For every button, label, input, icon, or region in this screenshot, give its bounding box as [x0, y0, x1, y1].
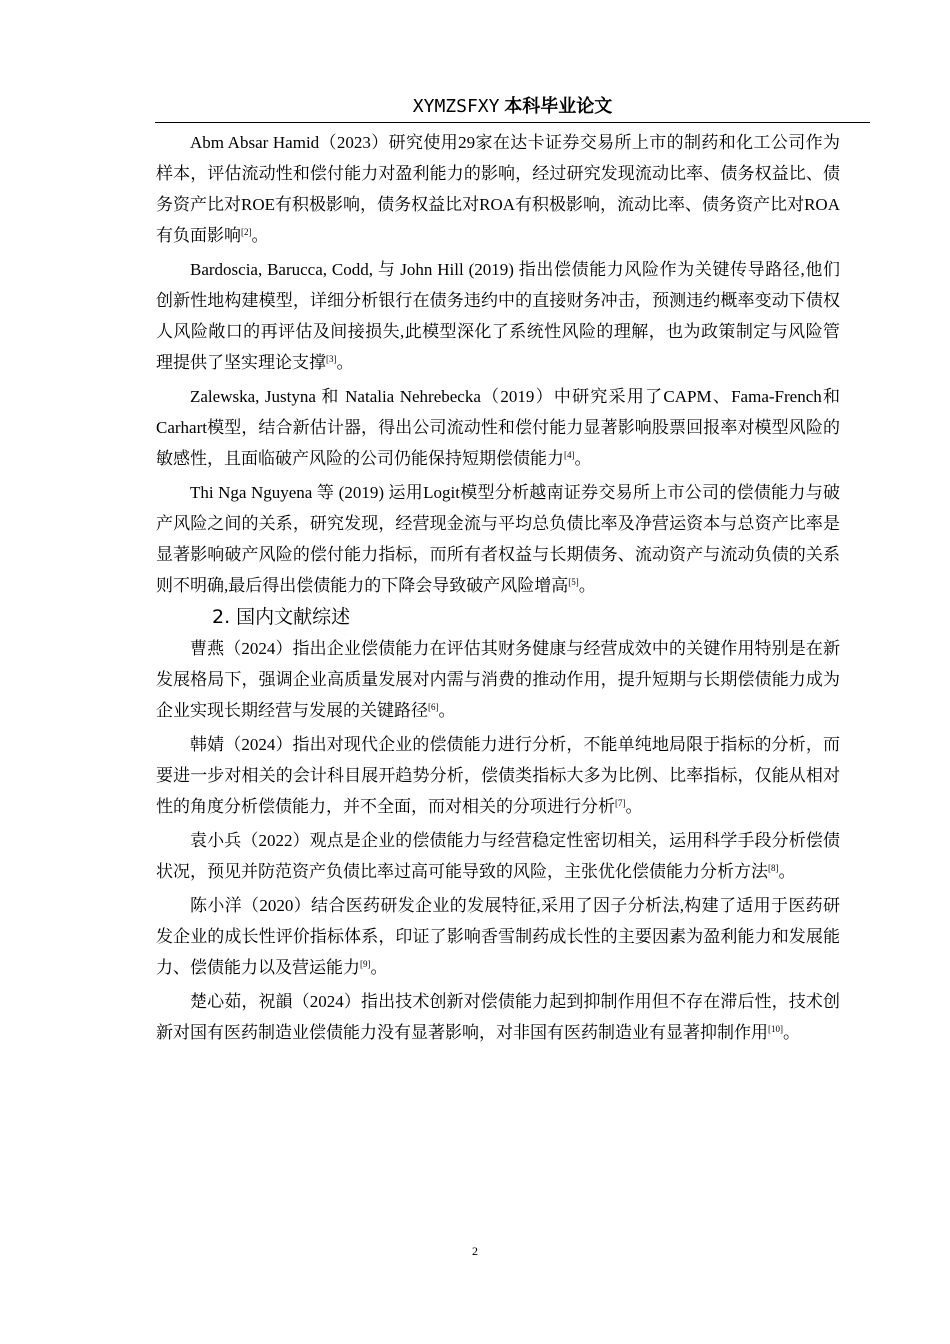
paragraph: 曹燕（2024）指出企业偿债能力在评估其财务健康与经营成效中的关键作用特别是在新发展格局下，强调企业高质量发展对内需与消费的推动作用，提升短期与长期偿债能力成为企业实现长期经营与发展的关键路径[6]。	[156, 639, 840, 720]
paragraph: Bardoscia, Barucca, Codd, 与 John Hill (2019) 指出偿债能力风险作为关键传导路径,他们创新性地构建模型，详细分析银行在债务违约中的直接财务冲击，预测违约概率变动下债权人风险敞口的再评估及间接损失,此模型深化了系统性风险的理解，也为政策制定与风险管理提供了坚实理论支撑[3]。	[156, 260, 840, 372]
header-rule	[155, 122, 870, 123]
paragraph: 韩婧（2024）指出对现代企业的偿债能力进行分析，不能单纯地局限于指标的分析，而要进一步对相关的会计科目展开趋势分析，偿债类指标大多为比例、比率指标，仅能从相对性的角度分析偿债能力，并不全面，而对相关的分项进行分析[7]。	[156, 735, 840, 816]
paragraph: Zalewska, Justyna 和 Natalia Nehrebecka（2019）中研究采用了CAPM、Fama-French和Carhart模型，结合新估计器，得出公司流动性和偿付能力显著影响股票回报率对模型风险的敏感性，且面临破产风险的公司仍能保持短期偿债能力[4]。	[156, 387, 840, 468]
header-title: 本科毕业论文	[504, 96, 613, 117]
body-text	[156, 127, 840, 1048]
paragraph: 袁小兵（2022）观点是企业的偿债能力与经营稳定性密切相关，运用科学手段分析偿债状况，预见并防范资产负债比率过高可能导致的风险，主张优化偿债能力分析方法[8]。	[156, 831, 840, 881]
paragraph: 陈小洋（2020）结合医药研发企业的发展特征,采用了因子分析法,构建了适用于医药研发企业的成长性评价指标体系，印证了影响香雪制药成长性的主要因素为盈利能力和发展能力、偿债能力以及营运能力[9]。	[156, 896, 840, 977]
section-heading: 2. 国内文献综述	[212, 606, 351, 628]
paragraph: Abm Absar Hamid（2023）研究使用29家在达卡证券交易所上市的制药和化工公司作为样本，评估流动性和偿付能力对盈利能力的影响，经过研究发现流动比率、债务权益比、债务资产比对ROE有积极影响，债务权益比对ROA有积极影响，流动比率、债务资产比对ROA有负面影响[2]。	[156, 133, 840, 245]
page-header	[155, 92, 870, 122]
paragraph: 楚心茹，祝韻（2024）指出技术创新对偿债能力起到抑制作用但不存在滞后性，技术创新对国有医药制造业偿债能力没有显著影响，对非国有医药制造业有显著抑制作用[10]。	[156, 992, 840, 1042]
page-number: 2	[472, 1244, 478, 1258]
header-code: XYMZSFXY	[412, 96, 500, 117]
paragraph: Thi Nga Nguyena 等 (2019) 运用Logit模型分析越南证券交易所上市公司的偿债能力与破产风险之间的关系，研究发现，经营现金流与平均总负债比率及净营运资本与总资产比率是显著影响破产风险的偿付能力指标，而所有者权益与长期债务、流动资产与流动负债的关系则不明确,最后得出偿债能力的下降会导致破产风险增高[5]。	[156, 483, 840, 595]
